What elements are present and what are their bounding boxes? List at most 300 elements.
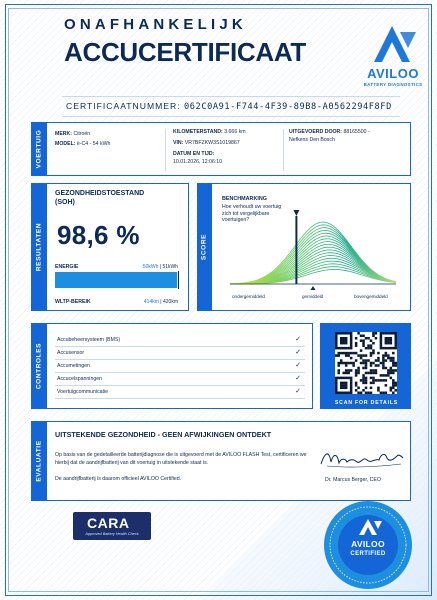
qr-module [382, 332, 385, 335]
qr-module [350, 342, 353, 345]
qr-module [382, 379, 385, 382]
qr-module [345, 372, 348, 375]
qr-module [350, 334, 353, 337]
benchmark-chart [220, 204, 404, 294]
qr-module [350, 389, 353, 392]
cert-number: 062C0A91-F744-4F39-89B8-A0562294F8FD [184, 102, 392, 112]
qr-module [355, 337, 358, 340]
qr-module [340, 352, 343, 355]
qr-module [340, 387, 343, 390]
qr-module [357, 354, 360, 357]
qr-module [365, 337, 368, 340]
qr-module [377, 357, 380, 360]
bell-curve-line [230, 250, 396, 284]
qr-module [340, 342, 343, 345]
qr-module [345, 387, 348, 390]
cert-label: CERTIFICAATNUMMER: [66, 101, 181, 111]
header-kicker: ONAFHANKELIJK [64, 16, 247, 33]
check-icon: ✓ [295, 375, 301, 382]
vehicle-mileage: KILOMETERSTAND: 3.666 km [173, 129, 246, 135]
qr-module [375, 332, 378, 335]
qr-code[interactable] [335, 332, 397, 394]
qr-module [375, 364, 378, 367]
qr-module [337, 332, 340, 335]
qr-module [337, 354, 340, 357]
qr-module [385, 342, 388, 345]
cara-wordmark: CARA [87, 515, 130, 531]
qr-module [385, 337, 388, 340]
evaluation-title: UITSTEKENDE GEZONDHEID - GEEN AFWIJKINGEN ONTDEKT [55, 430, 272, 439]
signer-name: Dr. Marcus Berger, CEO [325, 477, 381, 483]
qr-module [382, 374, 385, 377]
qr-module [387, 372, 390, 375]
qr-code-icon [335, 332, 397, 394]
qr-module [350, 332, 353, 335]
qr-module [342, 384, 345, 387]
qr-module [365, 359, 368, 362]
check-icon: ✓ [295, 336, 301, 343]
qr-module [392, 372, 395, 375]
qr-module [345, 392, 348, 394]
qr-module [350, 339, 353, 342]
qr-module [335, 347, 338, 350]
qr-module [367, 372, 370, 375]
soh-panel [47, 183, 189, 311]
qr-module [380, 332, 383, 335]
qr-module [347, 362, 350, 365]
qr-module [365, 382, 368, 385]
qr-module [365, 364, 368, 367]
qr-module [365, 379, 368, 382]
vehicle-model: MODEL: ë-C4 - 54 kWh [55, 141, 111, 147]
qr-module [395, 362, 397, 365]
cara-badge [73, 512, 151, 540]
qr-module [390, 342, 393, 345]
qr-module [340, 359, 343, 362]
qr-module [362, 339, 365, 342]
qr-module [392, 392, 395, 394]
qr-module [335, 337, 338, 340]
qr-module [350, 382, 353, 385]
vehicle-marker-icon [293, 210, 299, 216]
qr-module [355, 384, 358, 387]
qr-module [337, 377, 340, 380]
benchmark-title: BENCHMARKING [222, 196, 267, 202]
qr-module [390, 387, 393, 390]
cara-subtitle: Approved Battery Health Check [85, 532, 139, 536]
qr-module [390, 357, 393, 360]
qr-module [347, 332, 350, 335]
benchmark-question: Hoe verhoudt uw voertuig zich tot vergelijkbare voertuigen? [222, 204, 282, 223]
section-tab-score: SCORE [197, 183, 211, 311]
qr-module [355, 359, 358, 362]
qr-module [390, 367, 393, 370]
qr-module [365, 354, 368, 357]
qr-module [395, 334, 397, 337]
qr-module [377, 364, 380, 367]
qr-module [335, 342, 338, 345]
qr-module [345, 342, 348, 345]
qr-panel[interactable] [320, 323, 411, 409]
qr-module [370, 354, 373, 357]
qr-module [385, 347, 388, 350]
section-tab-controls: CONTROLES [31, 323, 47, 409]
qr-module [395, 384, 397, 387]
seal-wordmark: AVILOO [351, 539, 385, 549]
qr-module [362, 362, 365, 365]
qr-module [382, 357, 385, 360]
qr-module [380, 334, 383, 337]
qr-module [365, 362, 368, 365]
seal-certified: CERTIFIED [350, 551, 386, 557]
energy-label: ENERGIE [55, 264, 79, 270]
qr-module [365, 377, 368, 380]
qr-module [385, 359, 388, 362]
qr-module [392, 357, 395, 360]
qr-module [380, 374, 383, 377]
control-row: Accubeheersysteem (BMS) ✓ [55, 334, 305, 347]
qr-module [392, 362, 395, 365]
qr-module [335, 339, 338, 342]
qr-module [362, 367, 365, 370]
soh-title: GEZONDHEIDSTOESTAND (SOH) [55, 190, 145, 206]
qr-module [345, 332, 348, 335]
qr-module [335, 389, 338, 392]
qr-module [380, 362, 383, 365]
qr-module [372, 352, 375, 355]
qr-module [345, 339, 348, 342]
control-row: Accumetingen ✓ [55, 360, 305, 373]
qr-module [392, 364, 395, 367]
qr-module [350, 379, 353, 382]
qr-module [372, 379, 375, 382]
qr-module [362, 377, 365, 380]
qr-module [342, 362, 345, 365]
qr-module [392, 359, 395, 362]
energy-value: 50kWh | 51kWh [142, 264, 178, 270]
qr-module [360, 362, 363, 365]
qr-module [345, 352, 348, 355]
range-value: 414km | 420km [143, 299, 178, 305]
vehicle-date: 10.01.2026, 12:06:10 [173, 159, 223, 165]
energy-bar-fill [55, 272, 177, 288]
qr-module [375, 369, 378, 372]
qr-module [360, 349, 363, 352]
qr-module [342, 337, 345, 340]
qr-module [390, 332, 393, 335]
qr-module [370, 387, 373, 390]
qr-module [382, 347, 385, 350]
qr-module [355, 389, 358, 392]
qr-module [347, 354, 350, 357]
section-tab-vehicle: VOERTUIG [31, 122, 47, 176]
qr-module [340, 382, 343, 385]
qr-module [392, 352, 395, 355]
qr-module [377, 379, 380, 382]
qr-module [375, 359, 378, 362]
qr-module [362, 344, 365, 347]
qr-module [337, 372, 340, 375]
qr-module [367, 337, 370, 340]
qr-module [335, 384, 338, 387]
qr-module [350, 392, 353, 394]
qr-module [345, 377, 348, 380]
qr-module [365, 372, 368, 375]
qr-module [370, 364, 373, 367]
qr-module [380, 339, 383, 342]
qr-module [340, 332, 343, 335]
qr-module [390, 369, 393, 372]
vehicle-performed-by: UITGEVOERD DOOR: 88165500 - [289, 129, 370, 135]
vehicle-performed-by-location: Nefkens Den Bosch [289, 137, 335, 143]
qr-module [370, 392, 373, 394]
qr-module [370, 369, 373, 372]
qr-module [392, 332, 395, 335]
qr-module [380, 392, 383, 394]
qr-module [347, 352, 350, 355]
section-tab-results: RESULTATEN [31, 183, 47, 311]
qr-module [365, 367, 368, 370]
qr-module [362, 379, 365, 382]
qr-module [387, 342, 390, 345]
qr-module [355, 369, 358, 372]
qr-module [372, 362, 375, 365]
qr-module [385, 379, 388, 382]
qr-module [372, 372, 375, 375]
qr-module [395, 342, 397, 345]
qr-module [337, 369, 340, 372]
qr-module [357, 369, 360, 372]
qr-module [387, 337, 390, 340]
qr-module [352, 362, 355, 365]
qr-module [370, 362, 373, 365]
qr-module [362, 374, 365, 377]
qr-module [370, 377, 373, 380]
qr-module [362, 359, 365, 362]
signature [317, 446, 405, 472]
qr-module [345, 362, 348, 365]
qr-module [362, 342, 365, 345]
qr-module [355, 342, 358, 345]
qr-module [350, 357, 353, 360]
qr-module [347, 377, 350, 380]
qr-module [390, 337, 393, 340]
qr-module [350, 344, 353, 347]
qr-module [342, 339, 345, 342]
qr-module [335, 387, 338, 390]
certified-seal [322, 499, 414, 591]
control-row: Accucelspanningen ✓ [55, 373, 305, 386]
qr-module [387, 369, 390, 372]
qr-module [392, 347, 395, 350]
qr-module [382, 367, 385, 370]
qr-module [395, 389, 397, 392]
divider [62, 96, 400, 97]
qr-module [385, 354, 388, 357]
qr-module [387, 332, 390, 335]
qr-module [385, 392, 388, 394]
qr-module [365, 347, 368, 350]
qr-module [372, 369, 375, 372]
range-label: WLTP-BEREIK [55, 299, 91, 305]
qr-module [357, 332, 360, 335]
qr-module [387, 374, 390, 377]
qr-module [350, 384, 353, 387]
qr-module [357, 392, 360, 394]
check-icon: ✓ [295, 349, 301, 356]
check-icon: ✓ [295, 388, 301, 395]
qr-module [360, 392, 363, 394]
qr-module [357, 367, 360, 370]
benchmark-below-label: ondergemiddeld [232, 294, 265, 299]
qr-module [335, 377, 338, 380]
energy-bar [55, 272, 179, 288]
qr-module [345, 382, 348, 385]
qr-module [387, 357, 390, 360]
qr-module [387, 339, 390, 342]
qr-module [347, 369, 350, 372]
score-panel [211, 183, 411, 311]
qr-module [375, 337, 378, 340]
qr-module [335, 382, 338, 385]
qr-module [395, 337, 397, 340]
qr-module [392, 369, 395, 372]
qr-module [395, 347, 397, 350]
benchmark-avg-label: gemiddeld [302, 294, 324, 299]
qr-module [370, 339, 373, 342]
qr-module [345, 337, 348, 340]
qr-module [395, 339, 397, 342]
qr-module [345, 347, 348, 350]
qr-module [387, 354, 390, 357]
control-row: Voertuigcommunicatie ✓ [55, 386, 305, 399]
benchmark-above-label: bovengemiddeld [354, 294, 388, 299]
qr-module [367, 347, 370, 350]
qr-module [362, 354, 365, 357]
qr-module [392, 382, 395, 385]
qr-module [350, 347, 353, 350]
qr-module [390, 339, 393, 342]
qr-module [395, 369, 397, 372]
qr-module [342, 377, 345, 380]
qr-module [352, 352, 355, 355]
qr-module [355, 382, 358, 385]
qr-module [377, 352, 380, 355]
energy-bar-end [178, 271, 180, 289]
qr-module [390, 377, 393, 380]
qr-module [347, 347, 350, 350]
qr-module [357, 387, 360, 390]
qr-module [335, 392, 338, 394]
qr-module [380, 379, 383, 382]
page-title: ACCUCERTIFICAAT [64, 37, 306, 67]
qr-module [377, 389, 380, 392]
qr-module [380, 337, 383, 340]
evaluation-panel [47, 421, 411, 501]
qr-module [335, 334, 338, 337]
qr-module [367, 392, 370, 394]
qr-module [360, 379, 363, 382]
qr-module [340, 347, 343, 350]
qr-module [345, 369, 348, 372]
qr-module [337, 347, 340, 350]
qr-module [372, 342, 375, 345]
qr-module [347, 392, 350, 394]
qr-module [350, 387, 353, 390]
qr-module [377, 359, 380, 362]
qr-module [385, 339, 388, 342]
vehicle-date-label: DATUM EN TIJD: [173, 151, 215, 157]
qr-module [362, 382, 365, 385]
qr-module [370, 352, 373, 355]
qr-module [345, 364, 348, 367]
qr-module [380, 342, 383, 345]
qr-module [395, 364, 397, 367]
qr-module [380, 347, 383, 350]
soh-value: 98,6 % [57, 220, 140, 250]
qr-module [360, 334, 363, 337]
qr-module [340, 392, 343, 394]
controls-panel [47, 323, 313, 409]
qr-module [377, 387, 380, 390]
qr-module [385, 332, 388, 335]
qr-module [392, 384, 395, 387]
qr-module [392, 379, 395, 382]
vehicle-vin: VIN: VR7BFZKW3S1019867 [173, 140, 240, 146]
qr-module [382, 362, 385, 365]
qr-module [342, 387, 345, 390]
qr-module [345, 384, 348, 387]
qr-module [335, 344, 338, 347]
qr-module [385, 384, 388, 387]
qr-module [342, 382, 345, 385]
qr-module [365, 387, 368, 390]
qr-module [375, 372, 378, 375]
aviloo-logo-icon [364, 24, 420, 68]
qr-module [372, 382, 375, 385]
qr-module [395, 332, 397, 335]
qr-module [392, 387, 395, 390]
evaluation-conclusion: De aandrijfbatterij is daarom officieel AVILOO Certified. [55, 476, 182, 482]
qr-module [360, 357, 363, 360]
control-row: Accusensor ✓ [55, 347, 305, 360]
qr-module [382, 364, 385, 367]
qr-module [342, 332, 345, 335]
qr-module [342, 392, 345, 394]
logo-subtitle: BATTERY DIAGNOSTICS [363, 82, 423, 87]
divider [62, 116, 400, 117]
qr-module [347, 372, 350, 375]
qr-module [385, 374, 388, 377]
qr-module [362, 334, 365, 337]
qr-module [372, 334, 375, 337]
logo-wordmark: AVILOO [367, 66, 419, 81]
qr-module [337, 362, 340, 365]
qr-module [387, 347, 390, 350]
qr-module [382, 359, 385, 362]
evaluation-body: Op basis van de gedetailleerde batterijdiagnose die is uitgevoerd met de AVILOO FLASH Test, certificeren we hierbij dat de aandrijfbatterij van dit voertuig in uitstekende staat is. [55, 452, 307, 466]
qr-module [360, 354, 363, 357]
qr-module [355, 374, 358, 377]
certificate-number-row [66, 101, 392, 112]
qr-module [357, 372, 360, 375]
qr-module [395, 344, 397, 347]
qr-module [362, 389, 365, 392]
qr-module [337, 392, 340, 394]
qr-module [342, 372, 345, 375]
vehicle-brand: MERK: Citroën [55, 131, 91, 137]
qr-module [370, 372, 373, 375]
